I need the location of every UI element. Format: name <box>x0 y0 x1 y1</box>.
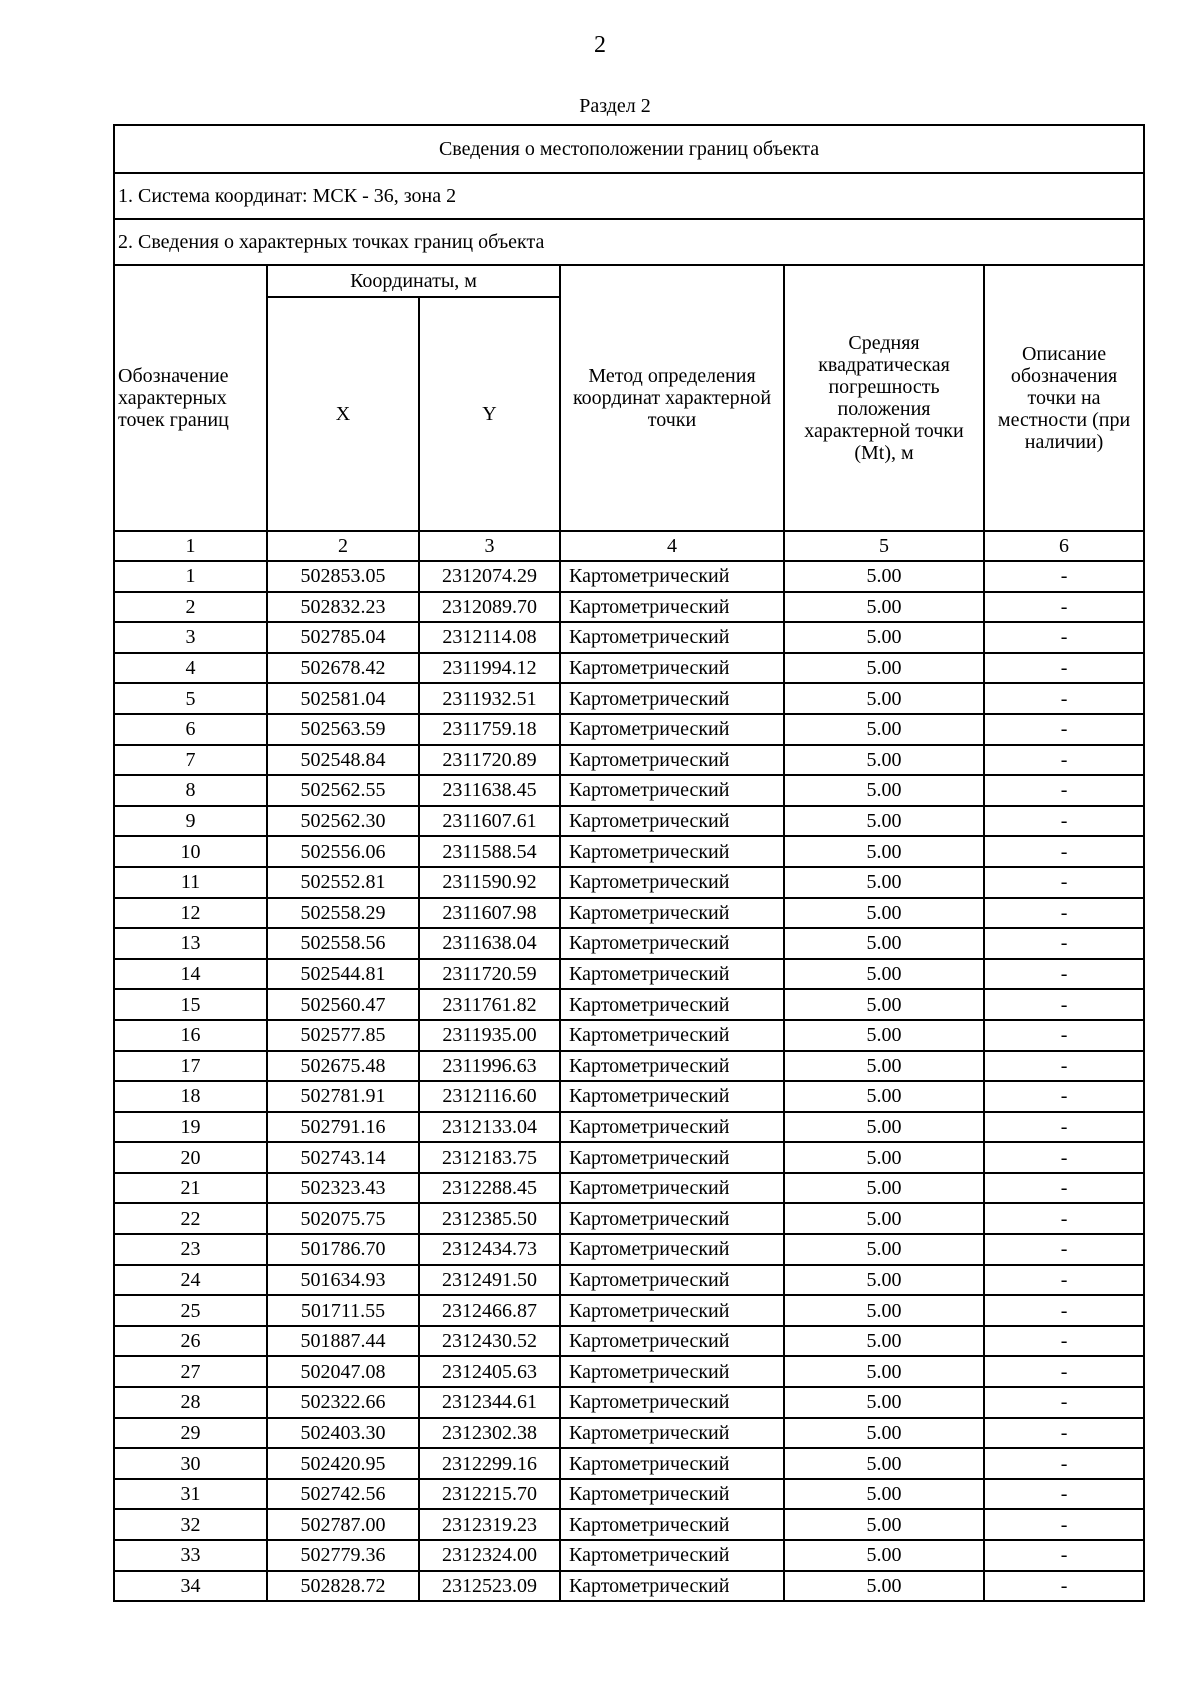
y-coordinate-cell: 2312074.29 <box>419 561 560 592</box>
error-cell: 5.00 <box>784 1356 984 1387</box>
table-row <box>114 1448 1144 1479</box>
error-cell: 5.00 <box>784 775 984 806</box>
table-row <box>114 898 1144 929</box>
table-row <box>114 592 1144 623</box>
y-coordinate-cell: 2311607.61 <box>419 806 560 837</box>
error-cell: 5.00 <box>784 989 984 1020</box>
description-cell: - <box>984 1081 1144 1112</box>
table-row <box>114 1265 1144 1296</box>
error-cell: 5.00 <box>784 1479 984 1510</box>
error-cell: 5.00 <box>784 1418 984 1449</box>
x-coordinate-cell: 502675.48 <box>267 1051 419 1082</box>
point-number-cell: 27 <box>114 1356 267 1387</box>
description-cell: - <box>984 1448 1144 1479</box>
column-header-row <box>114 265 1144 297</box>
y-coordinate-cell: 2312215.70 <box>419 1479 560 1510</box>
error-cell: 5.00 <box>784 1265 984 1296</box>
point-number-cell: 21 <box>114 1173 267 1204</box>
page-number: 2 <box>594 32 606 58</box>
table-row <box>114 1173 1144 1204</box>
method-cell: Картометрический <box>560 928 784 959</box>
point-number-cell: 10 <box>114 836 267 867</box>
method-cell: Картометрический <box>560 1142 784 1173</box>
x-coordinate-cell: 502323.43 <box>267 1173 419 1204</box>
x-coordinate-cell: 502779.36 <box>267 1540 419 1571</box>
y-coordinate-cell: 2311932.51 <box>419 683 560 714</box>
table-row <box>114 928 1144 959</box>
x-coordinate-cell: 502403.30 <box>267 1418 419 1449</box>
method-cell: Картометрический <box>560 1112 784 1143</box>
description-cell: - <box>984 867 1144 898</box>
description-cell: - <box>984 1051 1144 1082</box>
y-coordinate-cell: 2311590.92 <box>419 867 560 898</box>
coordinate-system: 1. Система координат: МСК - 36, зона 2 <box>114 173 1144 219</box>
y-coordinate-cell: 2312430.52 <box>419 1326 560 1357</box>
point-number-cell: 24 <box>114 1265 267 1296</box>
description-cell: - <box>984 898 1144 929</box>
error-cell: 5.00 <box>784 1295 984 1326</box>
x-coordinate-cell: 502552.81 <box>267 867 419 898</box>
y-coordinate-cell: 2311761.82 <box>419 989 560 1020</box>
error-cell: 5.00 <box>784 1509 984 1540</box>
method-cell: Картометрический <box>560 989 784 1020</box>
point-number-cell: 20 <box>114 1142 267 1173</box>
error-cell: 5.00 <box>784 959 984 990</box>
points-body <box>114 561 1144 1601</box>
error-cell: 5.00 <box>784 561 984 592</box>
error-cell: 5.00 <box>784 898 984 929</box>
method-cell: Картометрический <box>560 1173 784 1204</box>
y-coordinate-cell: 2312319.23 <box>419 1509 560 1540</box>
header-description: Описание обозначения точки на местности (при наличии) <box>984 265 1144 531</box>
x-coordinate-cell: 502563.59 <box>267 714 419 745</box>
x-coordinate-cell: 502781.91 <box>267 1081 419 1112</box>
point-number-cell: 9 <box>114 806 267 837</box>
method-cell: Картометрический <box>560 1295 784 1326</box>
method-cell: Картометрический <box>560 745 784 776</box>
point-number-cell: 6 <box>114 714 267 745</box>
method-cell: Картометрический <box>560 1571 784 1602</box>
table-row <box>114 653 1144 684</box>
header-designation: Обозначение характерных точек границ <box>114 265 267 531</box>
column-number: 6 <box>984 531 1144 561</box>
header-x: X <box>267 297 419 531</box>
point-number-cell: 26 <box>114 1326 267 1357</box>
table-row <box>114 1112 1144 1143</box>
x-coordinate-cell: 502577.85 <box>267 1020 419 1051</box>
y-coordinate-cell: 2312116.60 <box>419 1081 560 1112</box>
description-cell: - <box>984 1112 1144 1143</box>
header-method: Метод определения координат характерной точки <box>560 265 784 531</box>
method-cell: Картометрический <box>560 1387 784 1418</box>
y-coordinate-cell: 2312385.50 <box>419 1203 560 1234</box>
x-coordinate-cell: 502075.75 <box>267 1203 419 1234</box>
error-cell: 5.00 <box>784 1540 984 1571</box>
y-coordinate-cell: 2311996.63 <box>419 1051 560 1082</box>
method-cell: Картометрический <box>560 714 784 745</box>
error-cell: 5.00 <box>784 836 984 867</box>
column-number: 3 <box>419 531 560 561</box>
method-cell: Картометрический <box>560 1020 784 1051</box>
description-cell: - <box>984 1479 1144 1510</box>
description-cell: - <box>984 1326 1144 1357</box>
method-cell: Картометрический <box>560 1081 784 1112</box>
table-row <box>114 1142 1144 1173</box>
description-cell: - <box>984 959 1144 990</box>
y-coordinate-cell: 2311720.59 <box>419 959 560 990</box>
table-row <box>114 1540 1144 1571</box>
x-coordinate-cell: 502853.05 <box>267 561 419 592</box>
error-cell: 5.00 <box>784 1020 984 1051</box>
table-row <box>114 1479 1144 1510</box>
description-cell: - <box>984 928 1144 959</box>
boundary-points-table <box>113 124 1145 1602</box>
x-coordinate-cell: 502743.14 <box>267 1142 419 1173</box>
error-cell: 5.00 <box>784 1203 984 1234</box>
table-row <box>114 806 1144 837</box>
section-title: Раздел 2 <box>579 95 651 117</box>
x-coordinate-cell: 502828.72 <box>267 1571 419 1602</box>
y-coordinate-cell: 2312466.87 <box>419 1295 560 1326</box>
table-row <box>114 836 1144 867</box>
description-cell: - <box>984 1571 1144 1602</box>
error-cell: 5.00 <box>784 867 984 898</box>
point-number-cell: 11 <box>114 867 267 898</box>
error-cell: 5.00 <box>784 653 984 684</box>
method-cell: Картометрический <box>560 1418 784 1449</box>
method-cell: Картометрический <box>560 1479 784 1510</box>
error-cell: 5.00 <box>784 592 984 623</box>
table-row <box>114 1418 1144 1449</box>
description-cell: - <box>984 561 1144 592</box>
point-number-cell: 16 <box>114 1020 267 1051</box>
error-cell: 5.00 <box>784 1387 984 1418</box>
y-coordinate-cell: 2312523.09 <box>419 1571 560 1602</box>
x-coordinate-cell: 502560.47 <box>267 989 419 1020</box>
point-number-cell: 12 <box>114 898 267 929</box>
points-title: 2. Сведения о характерных точках границ объекта <box>114 219 1144 265</box>
x-coordinate-cell: 502558.56 <box>267 928 419 959</box>
description-cell: - <box>984 1509 1144 1540</box>
method-cell: Картометрический <box>560 1265 784 1296</box>
description-cell: - <box>984 683 1144 714</box>
header-error: Средняя квадратическая погрешность положения характерной точки (Mt), м <box>784 265 984 531</box>
point-number-cell: 2 <box>114 592 267 623</box>
description-cell: - <box>984 1234 1144 1265</box>
x-coordinate-cell: 502832.23 <box>267 592 419 623</box>
x-coordinate-cell: 502787.00 <box>267 1509 419 1540</box>
error-cell: 5.00 <box>784 1234 984 1265</box>
x-coordinate-cell: 502322.66 <box>267 1387 419 1418</box>
table-row <box>114 1081 1144 1112</box>
x-coordinate-cell: 502791.16 <box>267 1112 419 1143</box>
y-coordinate-cell: 2312183.75 <box>419 1142 560 1173</box>
description-cell: - <box>984 1295 1144 1326</box>
x-coordinate-cell: 502548.84 <box>267 745 419 776</box>
point-number-cell: 32 <box>114 1509 267 1540</box>
error-cell: 5.00 <box>784 1142 984 1173</box>
table-row <box>114 867 1144 898</box>
description-cell: - <box>984 989 1144 1020</box>
x-coordinate-cell: 502544.81 <box>267 959 419 990</box>
error-cell: 5.00 <box>784 928 984 959</box>
column-number: 4 <box>560 531 784 561</box>
method-cell: Картометрический <box>560 1356 784 1387</box>
table-row <box>114 622 1144 653</box>
error-cell: 5.00 <box>784 1173 984 1204</box>
method-cell: Картометрический <box>560 867 784 898</box>
error-cell: 5.00 <box>784 1448 984 1479</box>
x-coordinate-cell: 502420.95 <box>267 1448 419 1479</box>
error-cell: 5.00 <box>784 806 984 837</box>
y-coordinate-cell: 2311994.12 <box>419 653 560 684</box>
method-cell: Картометрический <box>560 836 784 867</box>
description-cell: - <box>984 1540 1144 1571</box>
description-cell: - <box>984 622 1144 653</box>
description-cell: - <box>984 1142 1144 1173</box>
y-coordinate-cell: 2312299.16 <box>419 1448 560 1479</box>
description-cell: - <box>984 1387 1144 1418</box>
table-row <box>114 1051 1144 1082</box>
method-cell: Картометрический <box>560 561 784 592</box>
point-number-cell: 29 <box>114 1418 267 1449</box>
table-row <box>114 1387 1144 1418</box>
method-cell: Картометрический <box>560 653 784 684</box>
point-number-cell: 15 <box>114 989 267 1020</box>
y-coordinate-cell: 2312288.45 <box>419 1173 560 1204</box>
x-coordinate-cell: 502556.06 <box>267 836 419 867</box>
description-cell: - <box>984 1173 1144 1204</box>
description-cell: - <box>984 836 1144 867</box>
point-number-cell: 8 <box>114 775 267 806</box>
error-cell: 5.00 <box>784 1112 984 1143</box>
x-coordinate-cell: 502581.04 <box>267 683 419 714</box>
description-cell: - <box>984 745 1144 776</box>
point-number-cell: 33 <box>114 1540 267 1571</box>
point-number-cell: 5 <box>114 683 267 714</box>
method-cell: Картометрический <box>560 806 784 837</box>
y-coordinate-cell: 2312324.00 <box>419 1540 560 1571</box>
point-number-cell: 13 <box>114 928 267 959</box>
point-number-cell: 23 <box>114 1234 267 1265</box>
x-coordinate-cell: 502562.30 <box>267 806 419 837</box>
error-cell: 5.00 <box>784 745 984 776</box>
error-cell: 5.00 <box>784 683 984 714</box>
description-cell: - <box>984 1020 1144 1051</box>
y-coordinate-cell: 2311638.45 <box>419 775 560 806</box>
error-cell: 5.00 <box>784 1081 984 1112</box>
description-cell: - <box>984 1265 1144 1296</box>
coordinate-system-row <box>114 173 1144 219</box>
table-row <box>114 683 1144 714</box>
table-row <box>114 959 1144 990</box>
y-coordinate-cell: 2312434.73 <box>419 1234 560 1265</box>
error-cell: 5.00 <box>784 714 984 745</box>
method-cell: Картометрический <box>560 1448 784 1479</box>
point-number-cell: 3 <box>114 622 267 653</box>
table-row <box>114 714 1144 745</box>
point-number-cell: 19 <box>114 1112 267 1143</box>
x-coordinate-cell: 502678.42 <box>267 653 419 684</box>
x-coordinate-cell: 501711.55 <box>267 1295 419 1326</box>
point-number-cell: 34 <box>114 1571 267 1602</box>
method-cell: Картометрический <box>560 1234 784 1265</box>
points-title-row <box>114 219 1144 265</box>
x-coordinate-cell: 501786.70 <box>267 1234 419 1265</box>
description-cell: - <box>984 775 1144 806</box>
point-number-cell: 31 <box>114 1479 267 1510</box>
table-row <box>114 745 1144 776</box>
description-cell: - <box>984 1418 1144 1449</box>
y-coordinate-cell: 2312491.50 <box>419 1265 560 1296</box>
table-row <box>114 1509 1144 1540</box>
table-row <box>114 989 1144 1020</box>
description-cell: - <box>984 592 1144 623</box>
point-number-cell: 17 <box>114 1051 267 1082</box>
y-coordinate-cell: 2312114.08 <box>419 622 560 653</box>
method-cell: Картометрический <box>560 683 784 714</box>
point-number-cell: 4 <box>114 653 267 684</box>
column-number: 1 <box>114 531 267 561</box>
x-coordinate-cell: 502047.08 <box>267 1356 419 1387</box>
header-y: Y <box>419 297 560 531</box>
method-cell: Картометрический <box>560 1326 784 1357</box>
column-number: 2 <box>267 531 419 561</box>
y-coordinate-cell: 2311638.04 <box>419 928 560 959</box>
point-number-cell: 28 <box>114 1387 267 1418</box>
method-cell: Картометрический <box>560 1203 784 1234</box>
method-cell: Картометрический <box>560 775 784 806</box>
description-cell: - <box>984 1203 1144 1234</box>
point-number-cell: 25 <box>114 1295 267 1326</box>
description-cell: - <box>984 1356 1144 1387</box>
y-coordinate-cell: 2312089.70 <box>419 592 560 623</box>
table-row <box>114 1571 1144 1602</box>
method-cell: Картометрический <box>560 1540 784 1571</box>
method-cell: Картометрический <box>560 959 784 990</box>
description-cell: - <box>984 806 1144 837</box>
y-coordinate-cell: 2312133.04 <box>419 1112 560 1143</box>
error-cell: 5.00 <box>784 1326 984 1357</box>
table-row <box>114 561 1144 592</box>
column-number: 5 <box>784 531 984 561</box>
table-row <box>114 1234 1144 1265</box>
x-coordinate-cell: 501634.93 <box>267 1265 419 1296</box>
point-number-cell: 1 <box>114 561 267 592</box>
x-coordinate-cell: 502558.29 <box>267 898 419 929</box>
point-number-cell: 22 <box>114 1203 267 1234</box>
y-coordinate-cell: 2311607.98 <box>419 898 560 929</box>
y-coordinate-cell: 2312302.38 <box>419 1418 560 1449</box>
method-cell: Картометрический <box>560 622 784 653</box>
x-coordinate-cell: 502742.56 <box>267 1479 419 1510</box>
method-cell: Картометрический <box>560 592 784 623</box>
table-row <box>114 1326 1144 1357</box>
table-row <box>114 1356 1144 1387</box>
y-coordinate-cell: 2311588.54 <box>419 836 560 867</box>
table-row <box>114 1020 1144 1051</box>
y-coordinate-cell: 2311935.00 <box>419 1020 560 1051</box>
point-number-cell: 7 <box>114 745 267 776</box>
table-heading: Сведения о местоположении границ объекта <box>114 125 1144 173</box>
point-number-cell: 18 <box>114 1081 267 1112</box>
x-coordinate-cell: 501887.44 <box>267 1326 419 1357</box>
header-coordinates: Координаты, м <box>267 265 560 297</box>
table-row <box>114 1295 1144 1326</box>
method-cell: Картометрический <box>560 1051 784 1082</box>
y-coordinate-cell: 2311759.18 <box>419 714 560 745</box>
method-cell: Картометрический <box>560 1509 784 1540</box>
error-cell: 5.00 <box>784 622 984 653</box>
point-number-cell: 14 <box>114 959 267 990</box>
description-cell: - <box>984 653 1144 684</box>
table-row <box>114 1203 1144 1234</box>
y-coordinate-cell: 2312344.61 <box>419 1387 560 1418</box>
point-number-cell: 30 <box>114 1448 267 1479</box>
y-coordinate-cell: 2311720.89 <box>419 745 560 776</box>
x-coordinate-cell: 502785.04 <box>267 622 419 653</box>
table-row <box>114 775 1144 806</box>
x-coordinate-cell: 502562.55 <box>267 775 419 806</box>
column-number-row <box>114 531 1144 561</box>
error-cell: 5.00 <box>784 1571 984 1602</box>
method-cell: Картометрический <box>560 898 784 929</box>
description-cell: - <box>984 714 1144 745</box>
table-heading-row <box>114 125 1144 173</box>
error-cell: 5.00 <box>784 1051 984 1082</box>
y-coordinate-cell: 2312405.63 <box>419 1356 560 1387</box>
